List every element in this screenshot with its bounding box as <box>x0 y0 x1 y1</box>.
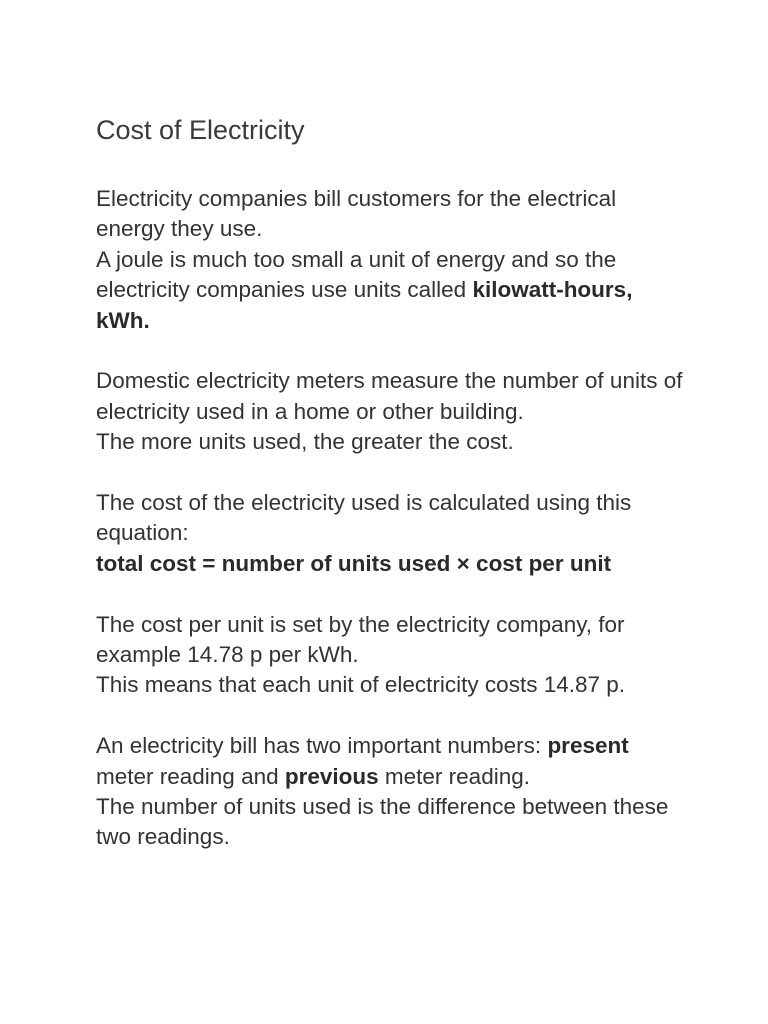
billing-sentence: Electricity companies bill customers for the electrical energy they use. <box>96 186 617 242</box>
paragraph-bill-readings <box>96 731 686 853</box>
cost-equation: total cost = number of units used × cost per unit <box>96 550 612 576</box>
kwh-sentence-text: A joule is much too small a unit of energy and so the electricity companies use units called <box>96 246 617 303</box>
equation-intro: The cost of the electricity used is calculated using this equation: <box>96 490 632 546</box>
paragraph-cost-per-unit <box>96 610 686 701</box>
page-title: Cost of Electricity <box>96 115 305 145</box>
previous-term: previous <box>284 763 379 789</box>
readings-text-end: meter reading. <box>378 763 530 789</box>
paragraph-billing-intro <box>96 184 686 336</box>
unit-cost-meaning: This means that each unit of electricity costs 14.87 p. <box>96 672 626 698</box>
readings-text-mid: meter reading and <box>96 763 285 789</box>
cost-per-unit-sentence: The cost per unit is set by the electricity company, for example 14.78 p per kWh. <box>96 611 625 668</box>
kwh-sentence <box>96 245 686 336</box>
readings-sentence <box>96 731 686 792</box>
paragraph-meters <box>96 366 686 457</box>
meters-sentence: Domestic electricity meters measure the number of units of electricity used in a home or other building. <box>96 368 683 424</box>
present-term: present <box>547 733 629 759</box>
paragraph-equation <box>96 488 686 579</box>
units-difference-sentence: The number of units used is the difference between these two readings. <box>96 794 669 850</box>
kwh-term: kilowatt-hours, kWh. <box>96 277 633 333</box>
readings-text-start: An electricity bill has two important numbers: <box>96 733 548 759</box>
cost-increase-sentence: The more units used, the greater the cost. <box>96 429 514 455</box>
